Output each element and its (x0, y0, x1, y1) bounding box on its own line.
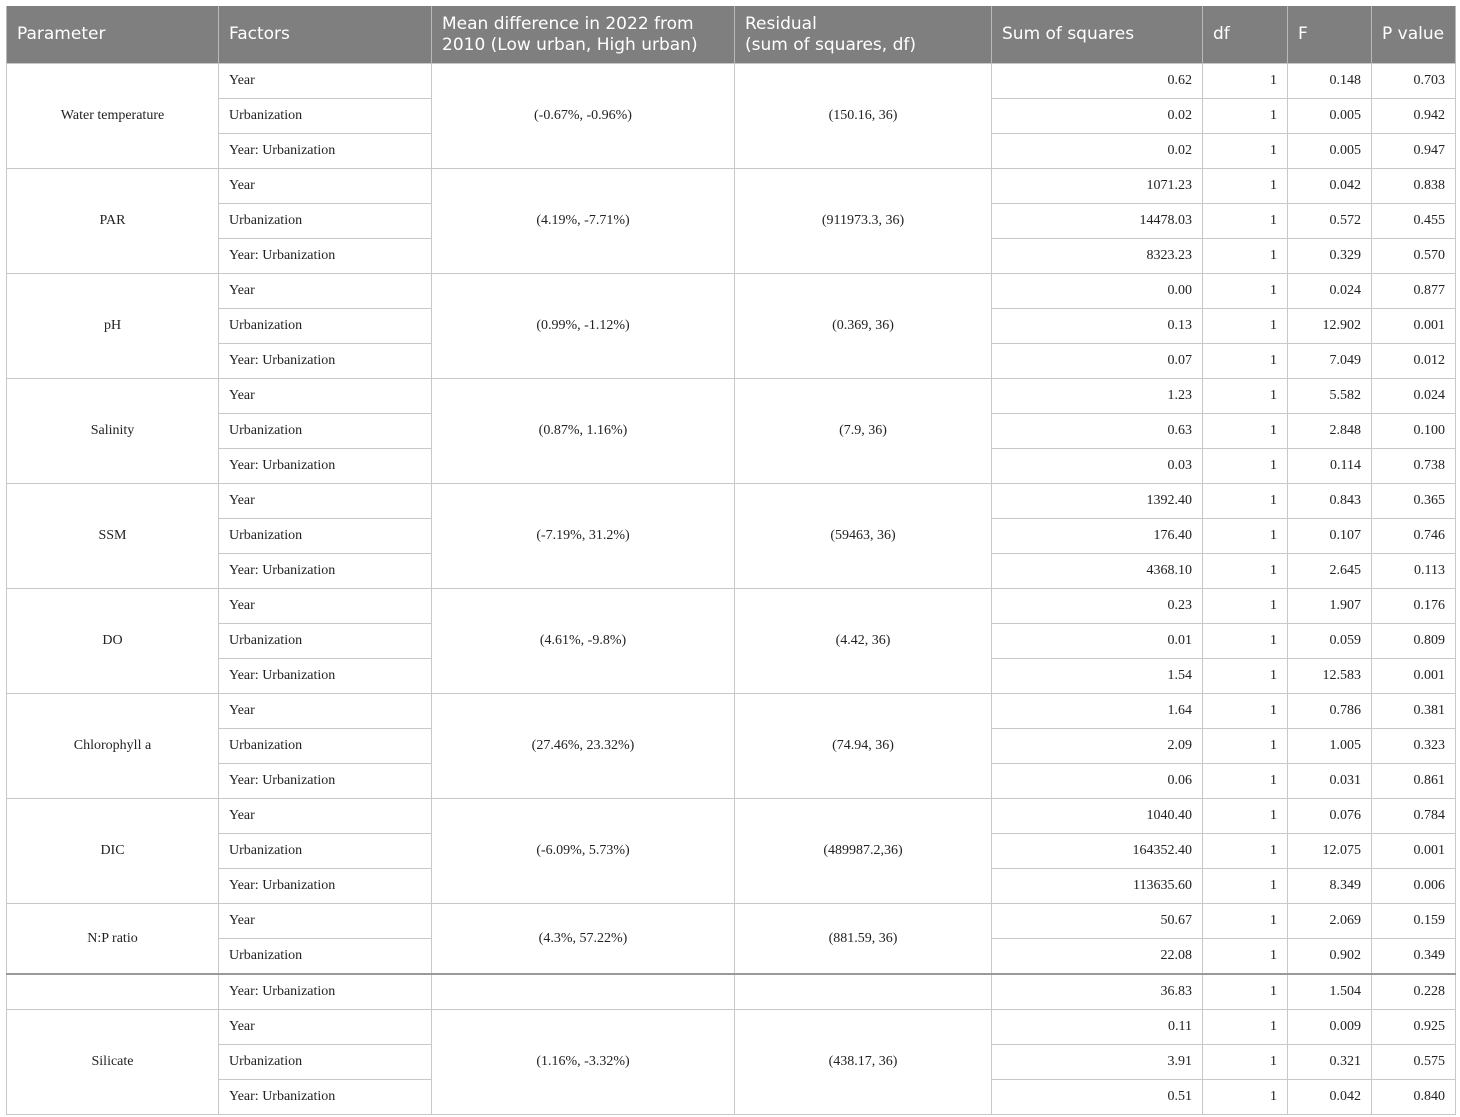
mean-difference-cell: (0.99%, -1.12%) (432, 274, 735, 379)
parameter-cell (7, 974, 219, 1010)
df-cell: 1 (1203, 659, 1288, 694)
factor-cell: Year: Urbanization (219, 1080, 432, 1115)
df-cell: 1 (1203, 134, 1288, 169)
p-value-cell: 0.365 (1372, 484, 1456, 519)
p-value-cell: 0.575 (1372, 1045, 1456, 1080)
f-cell: 1.907 (1288, 589, 1372, 624)
f-cell: 12.902 (1288, 309, 1372, 344)
mean-difference-cell: (4.3%, 57.22%) (432, 904, 735, 975)
sum-of-squares-cell: 4368.10 (992, 554, 1203, 589)
factor-cell: Year (219, 169, 432, 204)
mean-difference-cell (432, 974, 735, 1010)
factor-cell: Year: Urbanization (219, 134, 432, 169)
factor-cell: Year (219, 379, 432, 414)
factor-cell: Year (219, 1010, 432, 1045)
factor-cell: Urbanization (219, 1045, 432, 1080)
p-value-cell: 0.703 (1372, 64, 1456, 99)
f-cell: 0.031 (1288, 764, 1372, 799)
p-value-cell: 0.024 (1372, 379, 1456, 414)
parameter-cell: pH (7, 274, 219, 379)
p-value-cell: 0.784 (1372, 799, 1456, 834)
table-row (7, 1010, 1456, 1045)
f-cell: 0.114 (1288, 449, 1372, 484)
p-value-cell: 0.006 (1372, 869, 1456, 904)
table-header (7, 6, 1456, 64)
residual-cell: (911973.3, 36) (735, 169, 992, 274)
p-value-cell: 0.861 (1372, 764, 1456, 799)
header-f: F (1288, 6, 1372, 64)
table-row (7, 484, 1456, 519)
p-value-cell: 0.840 (1372, 1080, 1456, 1115)
mean-difference-cell: (27.46%, 23.32%) (432, 694, 735, 799)
p-value-cell: 0.570 (1372, 239, 1456, 274)
header-df: df (1203, 6, 1288, 64)
f-cell: 0.059 (1288, 624, 1372, 659)
df-cell: 1 (1203, 379, 1288, 414)
residual-cell: (7.9, 36) (735, 379, 992, 484)
sum-of-squares-cell: 1.23 (992, 379, 1203, 414)
df-cell: 1 (1203, 869, 1288, 904)
residual-cell: (59463, 36) (735, 484, 992, 589)
p-value-cell: 0.349 (1372, 939, 1456, 975)
factor-cell: Year: Urbanization (219, 974, 432, 1010)
parameter-cell: Water temperature (7, 64, 219, 169)
factor-cell: Year (219, 799, 432, 834)
f-cell: 12.075 (1288, 834, 1372, 869)
f-cell: 0.329 (1288, 239, 1372, 274)
sum-of-squares-cell: 0.01 (992, 624, 1203, 659)
factor-cell: Year (219, 589, 432, 624)
p-value-cell: 0.001 (1372, 834, 1456, 869)
parameter-cell: DO (7, 589, 219, 694)
f-cell: 0.572 (1288, 204, 1372, 239)
df-cell: 1 (1203, 624, 1288, 659)
df-cell: 1 (1203, 64, 1288, 99)
factor-cell: Year (219, 64, 432, 99)
sum-of-squares-cell: 0.07 (992, 344, 1203, 379)
residual-cell: (881.59, 36) (735, 904, 992, 975)
df-cell: 1 (1203, 694, 1288, 729)
table-row (7, 64, 1456, 99)
sum-of-squares-cell: 50.67 (992, 904, 1203, 939)
sum-of-squares-cell: 0.13 (992, 309, 1203, 344)
anova-table (6, 6, 1456, 1115)
sum-of-squares-cell: 0.23 (992, 589, 1203, 624)
residual-cell: (0.369, 36) (735, 274, 992, 379)
table-row (7, 589, 1456, 624)
f-cell: 0.024 (1288, 274, 1372, 309)
df-cell: 1 (1203, 309, 1288, 344)
df-cell: 1 (1203, 169, 1288, 204)
sum-of-squares-cell: 0.02 (992, 99, 1203, 134)
df-cell: 1 (1203, 484, 1288, 519)
parameter-cell: PAR (7, 169, 219, 274)
residual-cell: (4.42, 36) (735, 589, 992, 694)
df-cell: 1 (1203, 589, 1288, 624)
df-cell: 1 (1203, 904, 1288, 939)
factor-cell: Urbanization (219, 624, 432, 659)
sum-of-squares-cell: 8323.23 (992, 239, 1203, 274)
sum-of-squares-cell: 176.40 (992, 519, 1203, 554)
header-parameter: Parameter (7, 6, 219, 64)
f-cell: 0.148 (1288, 64, 1372, 99)
factor-cell: Year (219, 694, 432, 729)
df-cell: 1 (1203, 414, 1288, 449)
f-cell: 0.005 (1288, 99, 1372, 134)
mean-difference-cell: (1.16%, -3.32%) (432, 1010, 735, 1115)
df-cell: 1 (1203, 764, 1288, 799)
f-cell: 0.902 (1288, 939, 1372, 975)
f-cell: 0.321 (1288, 1045, 1372, 1080)
df-cell: 1 (1203, 1010, 1288, 1045)
df-cell: 1 (1203, 1080, 1288, 1115)
f-cell: 0.107 (1288, 519, 1372, 554)
factor-cell: Year (219, 484, 432, 519)
header-residual-line2: (sum of squares, df) (745, 34, 917, 55)
mean-difference-cell: (4.61%, -9.8%) (432, 589, 735, 694)
factor-cell: Year: Urbanization (219, 659, 432, 694)
p-value-cell: 0.455 (1372, 204, 1456, 239)
p-value-cell: 0.113 (1372, 554, 1456, 589)
sum-of-squares-cell: 36.83 (992, 974, 1203, 1010)
f-cell: 0.005 (1288, 134, 1372, 169)
p-value-cell: 0.001 (1372, 659, 1456, 694)
f-cell: 1.504 (1288, 974, 1372, 1010)
factor-cell: Year: Urbanization (219, 239, 432, 274)
table-row (7, 974, 1456, 1010)
f-cell: 0.786 (1288, 694, 1372, 729)
table-row (7, 379, 1456, 414)
p-value-cell: 0.738 (1372, 449, 1456, 484)
sum-of-squares-cell: 0.62 (992, 64, 1203, 99)
df-cell: 1 (1203, 519, 1288, 554)
sum-of-squares-cell: 0.02 (992, 134, 1203, 169)
parameter-cell: N:P ratio (7, 904, 219, 975)
df-cell: 1 (1203, 204, 1288, 239)
header-row (7, 6, 1456, 64)
header-p-value: P value (1372, 6, 1456, 64)
p-value-cell: 0.947 (1372, 134, 1456, 169)
mean-difference-cell: (-0.67%, -0.96%) (432, 64, 735, 169)
residual-cell (735, 974, 992, 1010)
f-cell: 5.582 (1288, 379, 1372, 414)
f-cell: 1.005 (1288, 729, 1372, 764)
table-row (7, 799, 1456, 834)
parameter-cell: Chlorophyll a (7, 694, 219, 799)
p-value-cell: 0.809 (1372, 624, 1456, 659)
header-residual-line1: Residual (745, 13, 817, 34)
sum-of-squares-cell: 1392.40 (992, 484, 1203, 519)
residual-cell: (489987.2,36) (735, 799, 992, 904)
sum-of-squares-cell: 2.09 (992, 729, 1203, 764)
p-value-cell: 0.381 (1372, 694, 1456, 729)
factor-cell: Year: Urbanization (219, 869, 432, 904)
sum-of-squares-cell: 3.91 (992, 1045, 1203, 1080)
p-value-cell: 0.746 (1372, 519, 1456, 554)
sum-of-squares-cell: 0.03 (992, 449, 1203, 484)
df-cell: 1 (1203, 99, 1288, 134)
p-value-cell: 0.176 (1372, 589, 1456, 624)
mean-difference-cell: (-7.19%, 31.2%) (432, 484, 735, 589)
table-body (7, 64, 1456, 1115)
p-value-cell: 0.228 (1372, 974, 1456, 1010)
df-cell: 1 (1203, 939, 1288, 975)
sum-of-squares-cell: 0.00 (992, 274, 1203, 309)
table-row (7, 274, 1456, 309)
parameter-cell: Salinity (7, 379, 219, 484)
factor-cell: Urbanization (219, 834, 432, 869)
parameter-cell: DIC (7, 799, 219, 904)
factor-cell: Urbanization (219, 729, 432, 764)
sum-of-squares-cell: 1040.40 (992, 799, 1203, 834)
sum-of-squares-cell: 0.51 (992, 1080, 1203, 1115)
factor-cell: Urbanization (219, 519, 432, 554)
f-cell: 2.645 (1288, 554, 1372, 589)
f-cell: 8.349 (1288, 869, 1372, 904)
p-value-cell: 0.925 (1372, 1010, 1456, 1045)
sum-of-squares-cell: 1.64 (992, 694, 1203, 729)
p-value-cell: 0.159 (1372, 904, 1456, 939)
p-value-cell: 0.942 (1372, 99, 1456, 134)
factor-cell: Urbanization (219, 99, 432, 134)
df-cell: 1 (1203, 1045, 1288, 1080)
header-mean-line2: 2010 (Low urban, High urban) (442, 34, 698, 55)
factor-cell: Year (219, 904, 432, 939)
p-value-cell: 0.012 (1372, 344, 1456, 379)
f-cell: 2.848 (1288, 414, 1372, 449)
f-cell: 0.843 (1288, 484, 1372, 519)
p-value-cell: 0.001 (1372, 309, 1456, 344)
df-cell: 1 (1203, 799, 1288, 834)
residual-cell: (150.16, 36) (735, 64, 992, 169)
table-row (7, 169, 1456, 204)
mean-difference-cell: (-6.09%, 5.73%) (432, 799, 735, 904)
f-cell: 0.042 (1288, 1080, 1372, 1115)
factor-cell: Year (219, 274, 432, 309)
df-cell: 1 (1203, 449, 1288, 484)
header-mean-line1: Mean difference in 2022 from (442, 13, 694, 34)
sum-of-squares-cell: 0.63 (992, 414, 1203, 449)
sum-of-squares-cell: 0.11 (992, 1010, 1203, 1045)
df-cell: 1 (1203, 344, 1288, 379)
sum-of-squares-cell: 22.08 (992, 939, 1203, 975)
header-factors: Factors (219, 6, 432, 64)
p-value-cell: 0.323 (1372, 729, 1456, 764)
f-cell: 12.583 (1288, 659, 1372, 694)
df-cell: 1 (1203, 729, 1288, 764)
factor-cell: Year: Urbanization (219, 449, 432, 484)
f-cell: 0.042 (1288, 169, 1372, 204)
f-cell: 7.049 (1288, 344, 1372, 379)
parameter-cell: Silicate (7, 1010, 219, 1115)
residual-cell: (74.94, 36) (735, 694, 992, 799)
f-cell: 0.009 (1288, 1010, 1372, 1045)
factor-cell: Year: Urbanization (219, 344, 432, 379)
factor-cell: Year: Urbanization (219, 554, 432, 589)
table-row (7, 904, 1456, 939)
p-value-cell: 0.838 (1372, 169, 1456, 204)
header-sum-of-squares: Sum of squares (992, 6, 1203, 64)
sum-of-squares-cell: 164352.40 (992, 834, 1203, 869)
factor-cell: Urbanization (219, 204, 432, 239)
sum-of-squares-cell: 113635.60 (992, 869, 1203, 904)
sum-of-squares-cell: 1071.23 (992, 169, 1203, 204)
f-cell: 2.069 (1288, 904, 1372, 939)
residual-cell: (438.17, 36) (735, 1010, 992, 1115)
factor-cell: Urbanization (219, 414, 432, 449)
df-cell: 1 (1203, 239, 1288, 274)
factor-cell: Urbanization (219, 939, 432, 975)
sum-of-squares-cell: 0.06 (992, 764, 1203, 799)
p-value-cell: 0.100 (1372, 414, 1456, 449)
factor-cell: Urbanization (219, 309, 432, 344)
header-residual (735, 6, 992, 64)
df-cell: 1 (1203, 554, 1288, 589)
header-mean-difference (432, 6, 735, 64)
sum-of-squares-cell: 14478.03 (992, 204, 1203, 239)
mean-difference-cell: (4.19%, -7.71%) (432, 169, 735, 274)
f-cell: 0.076 (1288, 799, 1372, 834)
mean-difference-cell: (0.87%, 1.16%) (432, 379, 735, 484)
factor-cell: Year: Urbanization (219, 764, 432, 799)
df-cell: 1 (1203, 974, 1288, 1010)
df-cell: 1 (1203, 274, 1288, 309)
p-value-cell: 0.877 (1372, 274, 1456, 309)
df-cell: 1 (1203, 834, 1288, 869)
anova-table-container (6, 6, 1455, 1115)
parameter-cell: SSM (7, 484, 219, 589)
table-row (7, 694, 1456, 729)
sum-of-squares-cell: 1.54 (992, 659, 1203, 694)
